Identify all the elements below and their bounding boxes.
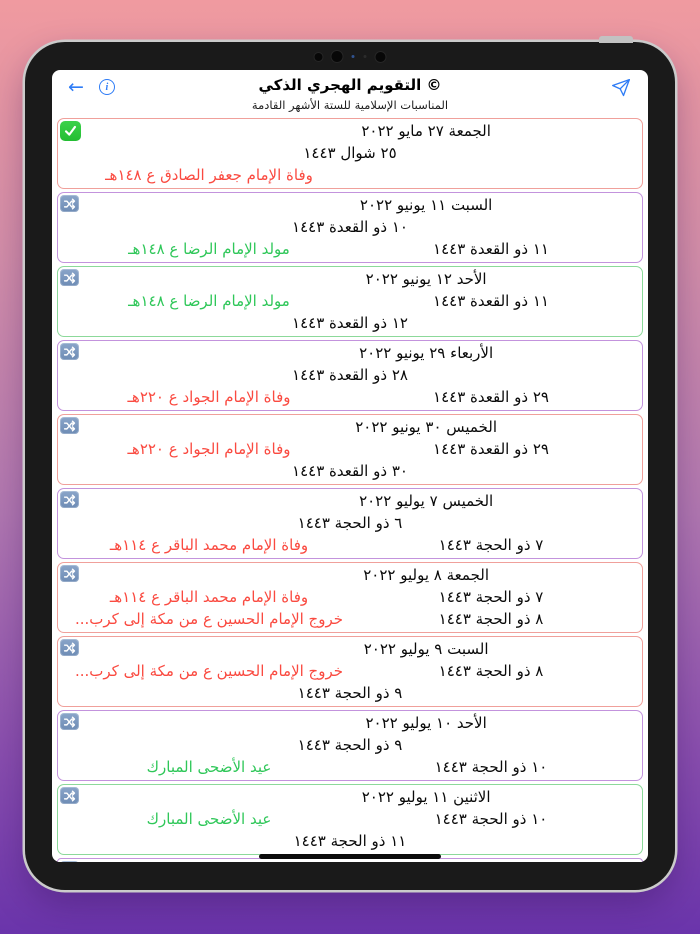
- event-text: عيد الأضحى المبارك: [146, 810, 272, 828]
- event-card[interactable]: [57, 710, 643, 781]
- camera-cluster: [315, 51, 386, 62]
- ipad-device-frame: [25, 42, 675, 890]
- shuffle-badge-button[interactable]: [60, 491, 79, 508]
- navbar: [52, 70, 648, 114]
- gregorian-date: الاثنين ١١ يوليو ٢٠٢٢: [361, 788, 491, 806]
- date-event-row: [68, 608, 632, 630]
- hijri-date: ٨ ذو الحجة ١٤٤٣: [438, 610, 544, 628]
- gregorian-date: الأربعاء ٢٩ يونيو ٢٠٢٢: [359, 344, 494, 362]
- shuffle-badge-button[interactable]: [60, 195, 79, 212]
- shuffle-icon: [63, 716, 76, 728]
- hijri-date: ١١ ذو القعدة ١٤٤٣: [433, 292, 549, 310]
- gregorian-date: السبت ١١ يونيو ٢٠٢٢: [359, 196, 493, 214]
- hijri-date: ١١ ذو القعدة ١٤٤٣: [433, 240, 549, 258]
- paper-plane-icon: [611, 78, 631, 98]
- cards-list[interactable]: [52, 114, 648, 862]
- shuffle-badge-button[interactable]: [60, 861, 79, 862]
- event-text: عيد الأضحى المبارك: [146, 758, 272, 776]
- hijri-date: ٢٩ ذو القعدة ١٤٤٣: [433, 388, 549, 406]
- camera-sensor-dot: [352, 55, 355, 58]
- gregorian-date: الجمعة ٢٧ مايو ٢٠٢٢: [361, 122, 491, 140]
- shuffle-badge-button[interactable]: [60, 417, 79, 434]
- gregorian-date: الأحد ١٢ يونيو ٢٠٢٢: [365, 270, 487, 288]
- camera-dot: [315, 53, 323, 61]
- shuffle-icon: [63, 420, 76, 432]
- shuffle-icon: [63, 790, 76, 802]
- hijri-date: ٢٩ ذو القعدة ١٤٤٣: [433, 440, 549, 458]
- date-event-row: [68, 808, 632, 830]
- hijri-date: ١٠ ذو الحجة ١٤٤٣: [434, 758, 548, 776]
- event-card[interactable]: [57, 784, 643, 855]
- back-button[interactable]: ←: [68, 76, 84, 98]
- check-badge-button[interactable]: [60, 121, 81, 141]
- shuffle-icon: [63, 198, 76, 210]
- page-subtitle: المناسبات الإسلامية للستة الأشهر القادمة: [251, 98, 449, 112]
- shuffle-badge-button[interactable]: [60, 269, 79, 286]
- event-text: مولد الإمام الرضا ع ١٤٨هـ: [128, 240, 290, 258]
- shuffle-icon: [63, 272, 76, 284]
- hijri-date: ٩ ذو الحجة ١٤٤٣: [297, 684, 403, 702]
- hijri-date: ١١ ذو الحجة ١٤٤٣: [293, 832, 407, 850]
- page-title: التقويم الهجري الذكي ©: [258, 76, 442, 94]
- event-text: خروج الإمام الحسين ع من مكة إلى كرب...: [74, 662, 344, 680]
- camera-lens: [332, 51, 343, 62]
- shuffle-badge-button[interactable]: [60, 343, 79, 360]
- event-card[interactable]: [57, 118, 643, 189]
- date-event-row: [68, 438, 632, 460]
- shuffle-icon: [63, 346, 76, 358]
- shuffle-icon: [63, 642, 76, 654]
- event-text: مولد الإمام الرضا ع ١٤٨هـ: [128, 292, 290, 310]
- shuffle-badge-button[interactable]: [60, 787, 79, 804]
- hijri-date: ٨ ذو الحجة ١٤٤٣: [438, 662, 544, 680]
- date-event-row: [68, 586, 632, 608]
- info-button[interactable]: i: [99, 79, 115, 95]
- home-indicator[interactable]: [259, 854, 441, 859]
- power-button[interactable]: [599, 36, 633, 43]
- event-card[interactable]: [57, 340, 643, 411]
- camera-mic-dot: [364, 55, 367, 58]
- shuffle-badge-button[interactable]: [60, 639, 79, 656]
- event-text: وفاة الإمام جعفر الصادق ع ١٤٨هـ: [105, 166, 313, 184]
- gregorian-date: الجمعة ٨ يوليو ٢٠٢٢: [363, 566, 489, 584]
- hijri-date: ٦ ذو الحجة ١٤٤٣: [297, 514, 403, 532]
- shuffle-badge-button[interactable]: [60, 565, 79, 582]
- gregorian-date: الخميس ٣٠ يونيو ٢٠٢٢: [355, 418, 498, 436]
- date-event-row: [68, 290, 632, 312]
- event-text: وفاة الإمام محمد الباقر ع ١١٤هـ: [109, 588, 309, 606]
- app-screen: [52, 70, 648, 862]
- event-text: وفاة الإمام الجواد ع ٢٢٠هـ: [127, 388, 291, 406]
- hijri-date: ١٠ ذو القعدة ١٤٤٣: [292, 218, 408, 236]
- hijri-date: ١٢ ذو القعدة ١٤٤٣: [292, 314, 408, 332]
- camera-lens-2: [376, 52, 386, 62]
- event-text: خروج الإمام الحسين ع من مكة إلى كرب...: [74, 610, 344, 628]
- event-card[interactable]: [57, 266, 643, 337]
- date-event-row: [68, 164, 632, 186]
- event-text: وفاة الإمام الجواد ع ٢٢٠هـ: [127, 440, 291, 458]
- hijri-date: [350, 164, 632, 186]
- hijri-date: ٧ ذو الحجة ١٤٤٣: [438, 536, 544, 554]
- event-text: وفاة الإمام محمد الباقر ع ١١٤هـ: [109, 536, 309, 554]
- event-card[interactable]: [57, 488, 643, 559]
- date-event-row: [68, 756, 632, 778]
- hijri-date: ٣٠ ذو القعدة ١٤٤٣: [292, 462, 408, 480]
- hijri-date: ٢٨ ذو القعدة ١٤٤٣: [292, 366, 408, 384]
- hijri-date: ٢٥ شوال ١٤٤٣: [303, 144, 397, 162]
- date-event-row: [68, 660, 632, 682]
- hijri-date: ٩ ذو الحجة ١٤٤٣: [297, 736, 403, 754]
- event-card[interactable]: [57, 636, 643, 707]
- gregorian-date: الأحد ١٠ يوليو ٢٠٢٢: [365, 714, 487, 732]
- date-event-row: [68, 534, 632, 556]
- shuffle-badge-button[interactable]: [60, 713, 79, 730]
- date-event-row: [68, 386, 632, 408]
- event-card[interactable]: [57, 192, 643, 263]
- shuffle-icon: [63, 568, 76, 580]
- gregorian-date: الخميس ٧ يوليو ٢٠٢٢: [359, 492, 494, 510]
- event-card[interactable]: [57, 562, 643, 633]
- gregorian-date: السبت ٩ يوليو ٢٠٢٢: [363, 640, 489, 658]
- event-card[interactable]: [57, 414, 643, 485]
- date-event-row: [68, 238, 632, 260]
- hijri-date: ١٠ ذو الحجة ١٤٤٣: [434, 810, 548, 828]
- send-button[interactable]: [611, 78, 631, 98]
- hijri-date: ٧ ذو الحجة ١٤٤٣: [438, 588, 544, 606]
- shuffle-icon: [63, 494, 76, 506]
- check-icon: [64, 125, 77, 137]
